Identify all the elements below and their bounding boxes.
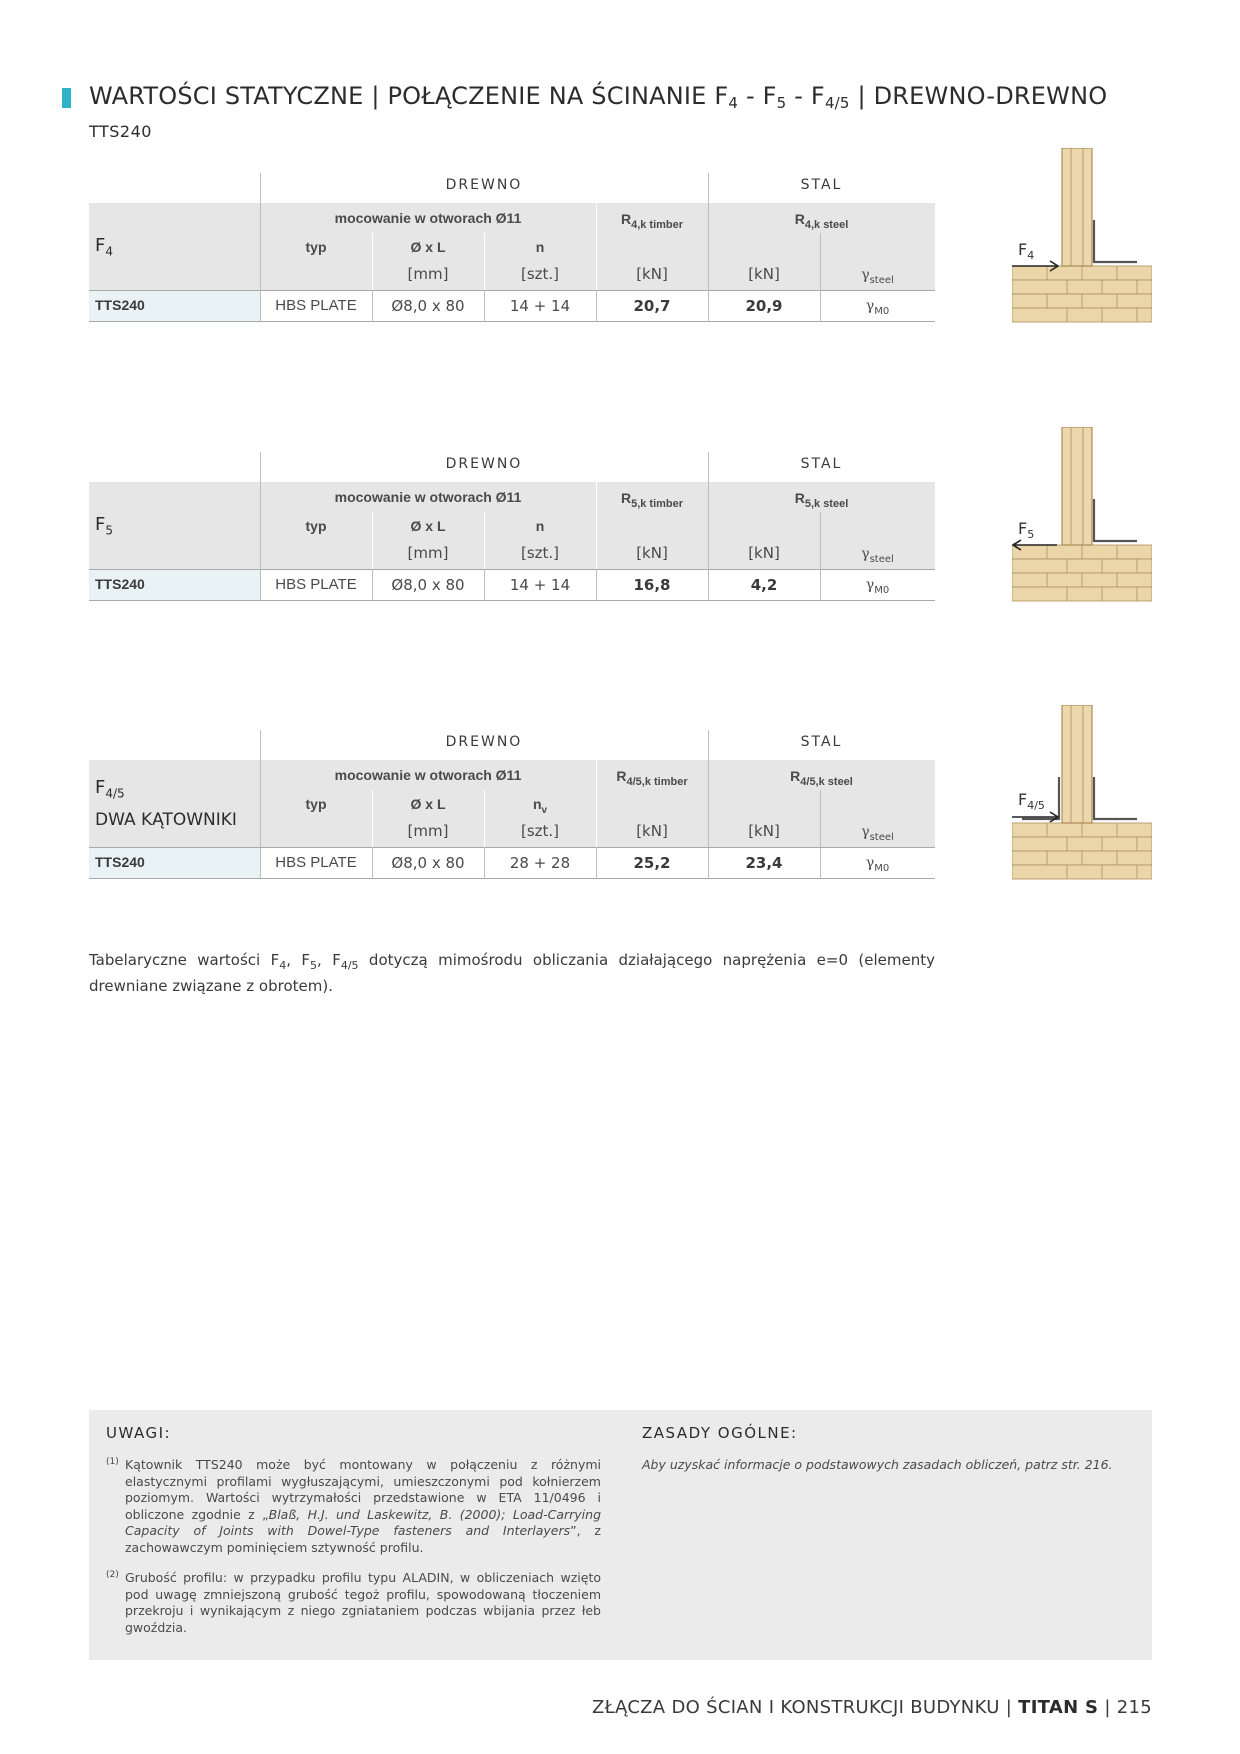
- unit-kn-steel: [kN]: [748, 822, 780, 840]
- row-label: TTS240: [89, 570, 260, 600]
- force-label: $F_5$: [95, 514, 113, 538]
- unit-mm: [mm]: [407, 544, 449, 562]
- r-timber-header: $R_{5,k timber}$: [620, 490, 684, 510]
- cell-n: 28 + 28: [509, 854, 571, 872]
- eccentricity-note: Tabelaryczne wartości $F_4$, $F_5$, $F_{4/5}$ dotyczą mimośrodu obliczania działającego naprężenia e=0 (elementy drewniane związane z obrotem).: [89, 951, 935, 995]
- unit-szt: [szt.]: [520, 822, 560, 840]
- page-footer: ZŁĄCZA DO ŚCIAN I KONSTRUKCJI BUDYNKU | TITAN S | 215: [591, 1697, 1152, 1718]
- cell-r-steel: 20,9: [745, 297, 783, 315]
- col-n: $n_v$: [532, 796, 548, 816]
- force-cell: [89, 760, 260, 848]
- unit-kn-timber: [kN]: [636, 822, 668, 840]
- product-code: TTS240: [89, 122, 152, 141]
- force-cell: [89, 482, 260, 570]
- gamma-steel-header: $\gamma_{steel}$: [861, 267, 894, 286]
- cell-typ: HBS PLATE: [275, 576, 357, 593]
- gamma-steel-header: $\gamma_{steel}$: [861, 546, 894, 565]
- cell-dxl: Ø8,0 x 80: [391, 576, 465, 594]
- connection-diagram: [1012, 148, 1152, 328]
- general-rules-text: Aby uzyskać informacje o podstawowych zasadach obliczeń, patrz str. 216.: [642, 1457, 1113, 1472]
- group-steel: STAL: [800, 456, 843, 472]
- force-cell: [89, 203, 260, 291]
- r-steel-header: $R_{5,k steel}$: [794, 490, 849, 510]
- fixing-header: mocowanie w otworach Ø11: [334, 210, 522, 226]
- col-typ: typ: [305, 518, 327, 534]
- group-steel: STAL: [800, 734, 843, 750]
- notes-heading: UWAGI:: [106, 1424, 172, 1442]
- title-accent-bar: [62, 88, 71, 108]
- col-n: n: [535, 239, 545, 255]
- notes-box: [89, 1410, 1152, 1660]
- force-arrow-label: $F_{4/5}$: [1018, 790, 1045, 813]
- r-timber-header: $R_{4/5,k timber}$: [616, 768, 688, 788]
- cell-gamma: $\gamma_{M0}$: [865, 298, 890, 317]
- gamma-steel-header: $\gamma_{steel}$: [861, 824, 894, 843]
- group-wood: DREWNO: [445, 177, 523, 193]
- wall-floor-drawing: [1012, 427, 1152, 607]
- unit-szt: [szt.]: [520, 544, 560, 562]
- footnote-1: Kątownik TTS240 może być montowany w połączeniu z różnymi elastycznymi profilami wygłuszającymi, umieszczonymi pod kołnierzem poziomym. Wartości wytrzymałości przedstawione w ETA 11/0496 i obliczone zgodnie z „Blaß, H.J. und Laskewitz, B. (2000); Load-Carrying Capacity of Joints with Dowel-Type fasteners and Interlayers”, z zachowawczym pominięciem sztywność profilu.: [125, 1457, 602, 1555]
- page-title: WARTOŚCI STATYCZNE | POŁĄCZENIE NA ŚCINANIE $F_4 - F_5 - F_{4/5}$ | DREWNO-DREWNO: [89, 82, 1108, 112]
- general-rules-heading: ZASADY OGÓLNE:: [642, 1424, 798, 1442]
- unit-szt: [szt.]: [520, 265, 560, 283]
- unit-kn-steel: [kN]: [748, 265, 780, 283]
- unit-mm: [mm]: [407, 822, 449, 840]
- force-label: $F_{4/5}$: [95, 777, 125, 801]
- force-label: $F_4$: [95, 235, 113, 259]
- group-wood: DREWNO: [445, 734, 523, 750]
- static-values-table: [89, 173, 935, 323]
- unit-kn-timber: [kN]: [636, 544, 668, 562]
- cell-r-steel: 4,2: [750, 576, 778, 594]
- force-arrow-label: $F_5$: [1018, 519, 1035, 542]
- footnote-1-mark: (1): [106, 1457, 119, 1467]
- cell-dxl: Ø8,0 x 80: [391, 854, 465, 872]
- cell-r-steel: 23,4: [745, 854, 783, 872]
- unit-mm: [mm]: [407, 265, 449, 283]
- r-timber-header: $R_{4,k timber}$: [620, 211, 684, 231]
- cell-r-timber: 20,7: [633, 297, 671, 315]
- connection-diagram: [1012, 427, 1152, 607]
- unit-kn-timber: [kN]: [636, 265, 668, 283]
- col-typ: typ: [305, 796, 327, 812]
- group-steel: STAL: [800, 177, 843, 193]
- row-label: TTS240: [89, 848, 260, 878]
- cell-typ: HBS PLATE: [275, 297, 357, 314]
- r-steel-header: $R_{4,k steel}$: [794, 211, 849, 231]
- wall-floor-drawing: [1012, 148, 1152, 328]
- cell-typ: HBS PLATE: [275, 854, 357, 871]
- cell-r-timber: 16,8: [633, 576, 671, 594]
- connection-diagram: [1012, 705, 1152, 885]
- cell-dxl: Ø8,0 x 80: [391, 297, 465, 315]
- footnote-2: Grubość profilu: w przypadku profilu typu ALADIN, w obliczeniach wzięto pod uwagę zmniejszoną grubość tegoż profilu, spowodowaną tłoczeniem przekroju i wynikającym z niego zgniataniem podczas wbijania przez łeb gwoździa.: [125, 1570, 601, 1635]
- col-typ: typ: [305, 239, 327, 255]
- cell-gamma: $\gamma_{M0}$: [865, 577, 890, 596]
- col-n: n: [535, 518, 545, 534]
- fixing-header: mocowanie w otworach Ø11: [334, 767, 522, 783]
- row-label: TTS240: [89, 291, 260, 321]
- fixing-header: mocowanie w otworach Ø11: [334, 489, 522, 505]
- footnote-2-mark: (2): [106, 1570, 119, 1580]
- col-dxl: Ø x L: [410, 239, 446, 255]
- cell-n: 14 + 14: [509, 297, 571, 315]
- force-extra-label: DWA KĄTOWNIKI: [95, 810, 237, 830]
- col-dxl: Ø x L: [410, 796, 446, 812]
- unit-kn-steel: [kN]: [748, 544, 780, 562]
- force-arrow-label: $F_4$: [1018, 240, 1035, 263]
- cell-n: 14 + 14: [509, 576, 571, 594]
- group-wood: DREWNO: [445, 456, 523, 472]
- static-values-table: [89, 730, 935, 880]
- static-values-table: [89, 452, 935, 602]
- r-steel-header: $R_{4/5,k steel}$: [790, 768, 853, 788]
- cell-gamma: $\gamma_{M0}$: [865, 855, 890, 874]
- col-dxl: Ø x L: [410, 518, 446, 534]
- cell-r-timber: 25,2: [633, 854, 671, 872]
